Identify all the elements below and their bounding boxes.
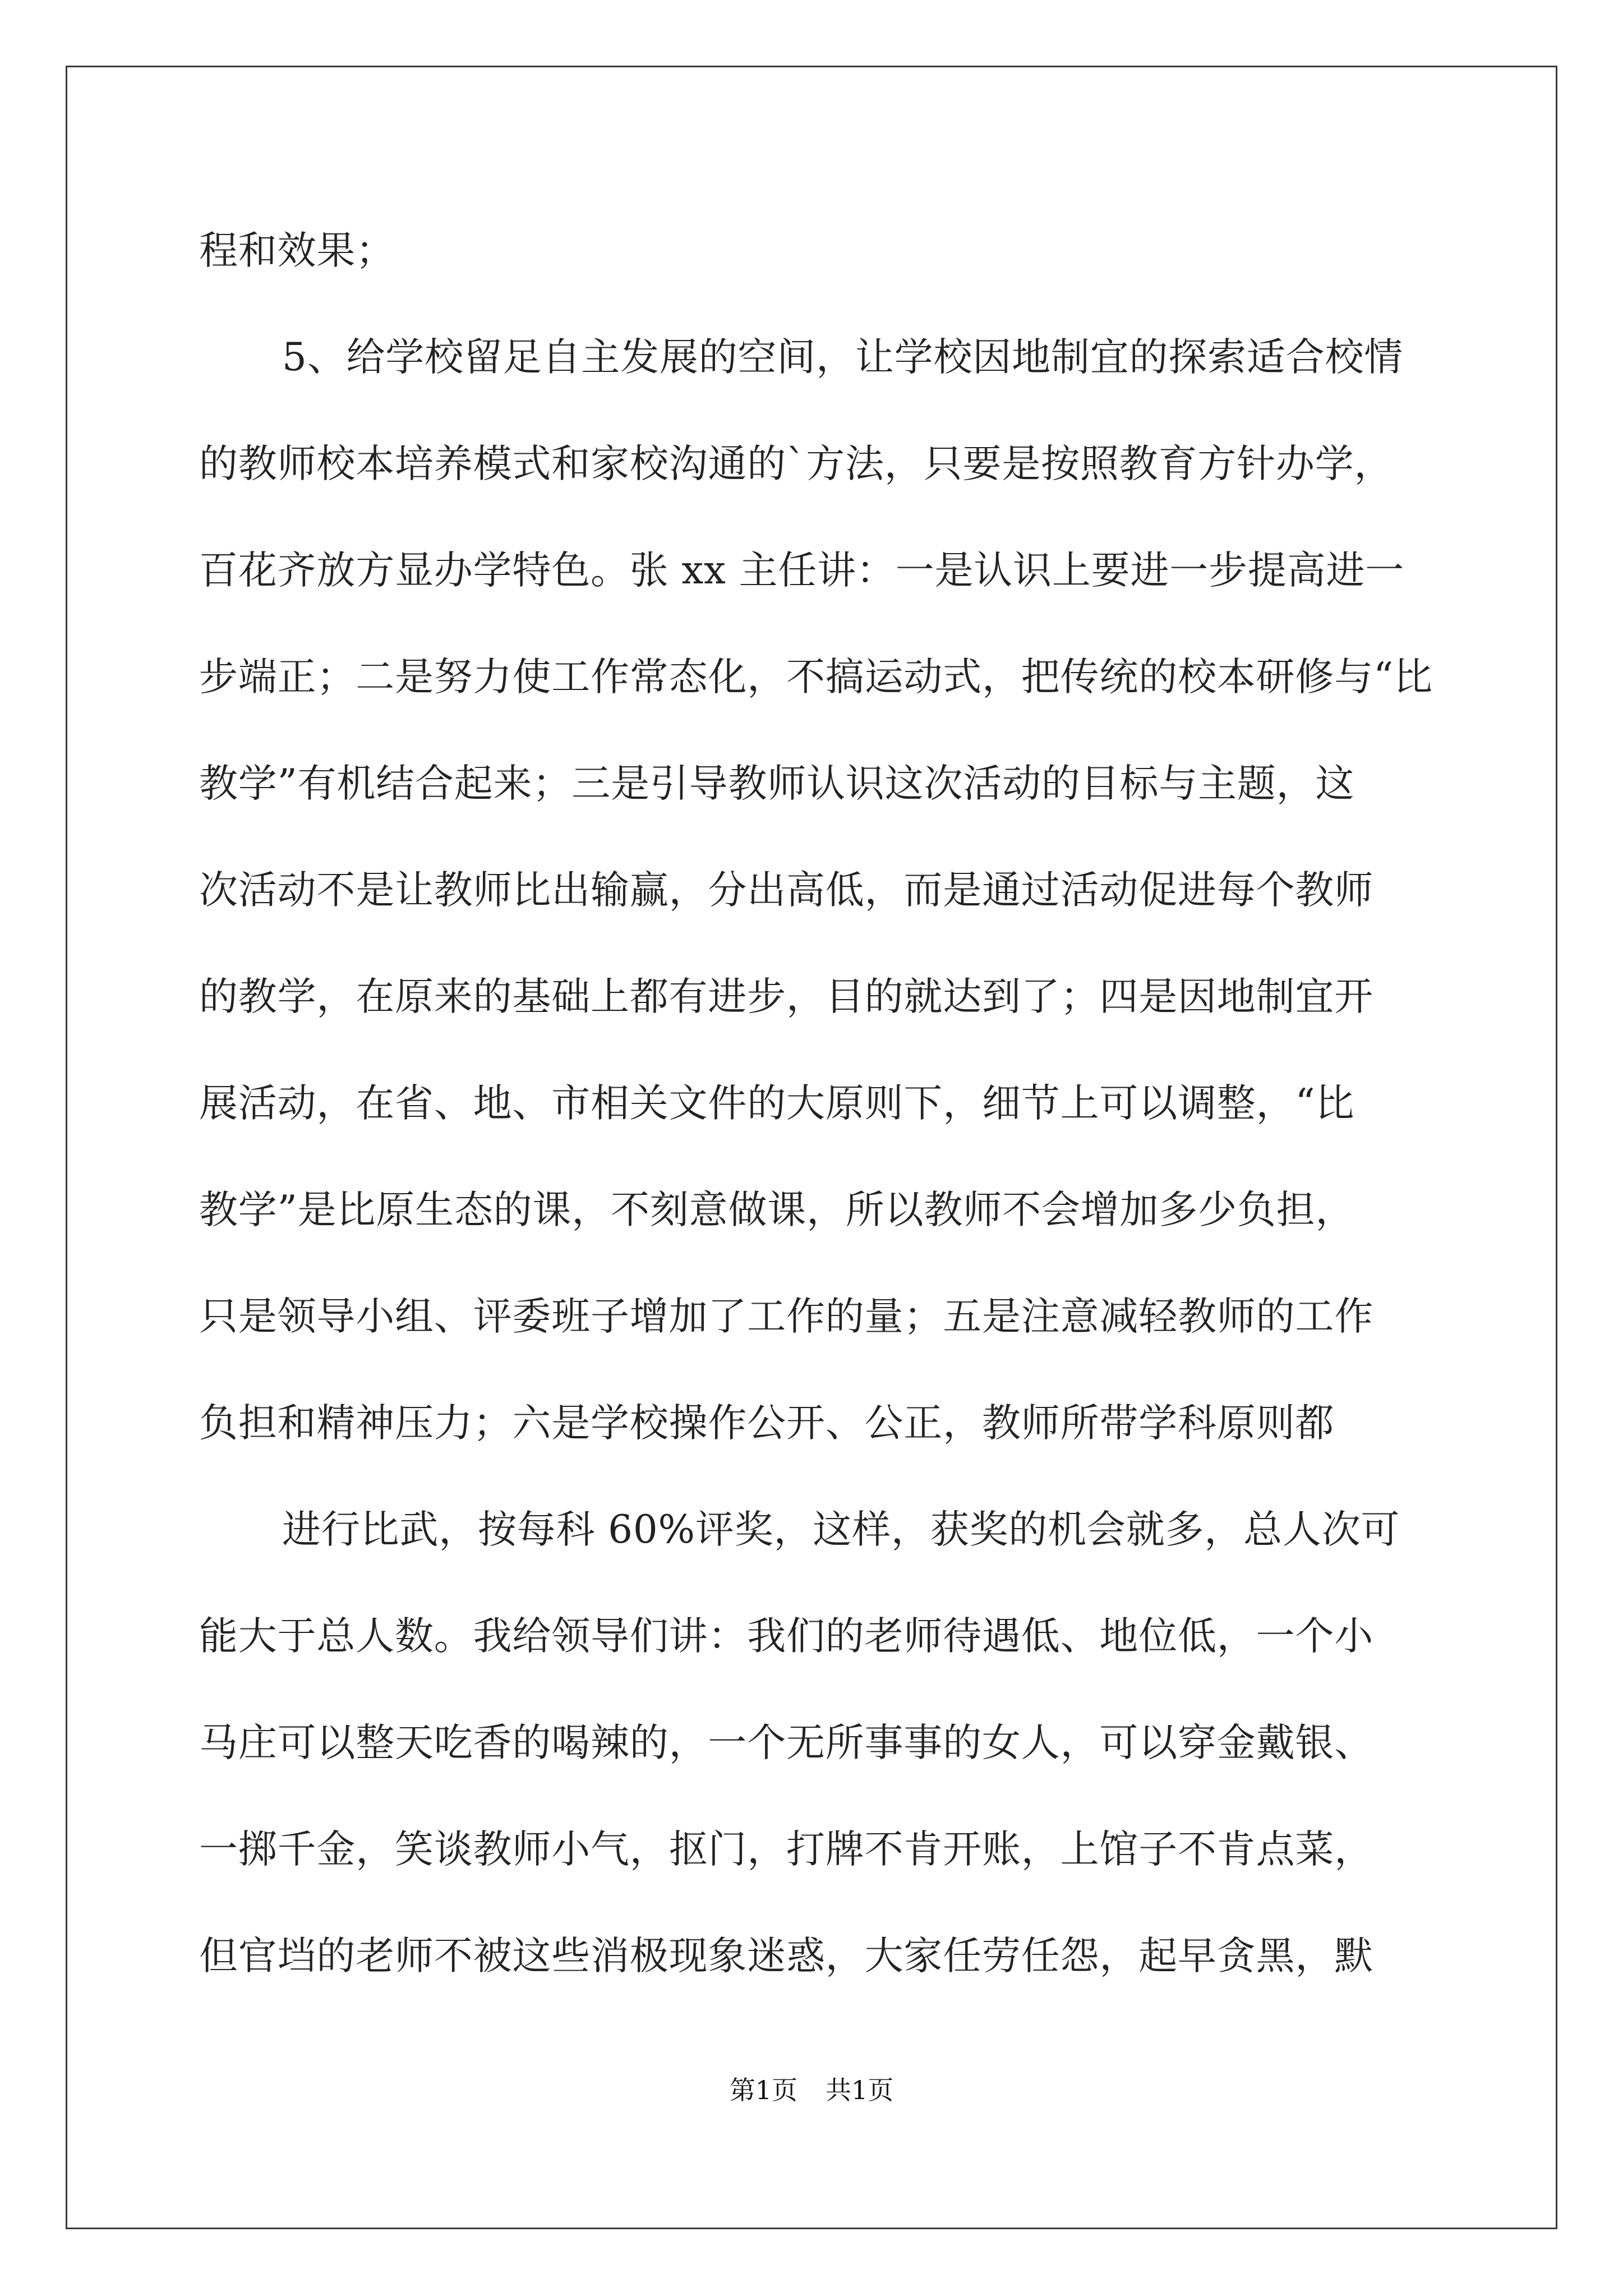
text-line: 负担和精神压力；六是学校操作公开、公正，教师所带学科原则都 bbox=[199, 1401, 1335, 1446]
text-line: 程和效果； bbox=[199, 228, 395, 273]
text-line: 展活动，在省、地、市相关文件的大原则下，细节上可以调整，“比 bbox=[199, 1081, 1355, 1126]
page-number: 第1页 bbox=[729, 2075, 797, 2105]
text-line: 进行比武，按每科 60%评奖，这样，获奖的机会就多，总人次可 bbox=[282, 1507, 1400, 1552]
page-footer bbox=[0, 2070, 1623, 2107]
text-line: 的教师校本培养模式和家校沟通的`方法，只要是按照教育方针办学， bbox=[199, 441, 1394, 486]
text-line: 马庄可以整天吃香的喝辣的，一个无所事事的女人，可以穿金戴银、 bbox=[199, 1720, 1373, 1765]
text-line: 步端正；二是努力使工作常态化，不搞运动式，把传统的校本研修与“比 bbox=[199, 655, 1433, 700]
page-total: 共1页 bbox=[826, 2075, 894, 2105]
text-line: 教学”是比原生态的课，不刻意做课，所以教师不会增加多少负担， bbox=[199, 1188, 1355, 1232]
text-line: 只是领导小组、评委班子增加了工作的量；五是注意减轻教师的工作 bbox=[199, 1294, 1373, 1339]
document-body bbox=[199, 197, 1433, 2009]
text-line: 百花齐放方显办学特色。张 xx 主任讲：一是认识上要进一步提高进一 bbox=[199, 548, 1405, 593]
text-line: 能大于总人数。我给领导们讲：我们的老师待遇低、地位低，一个小 bbox=[199, 1614, 1373, 1659]
text-line: 次活动不是让教师比出输赢，分出高低，而是通过活动促进每个教师 bbox=[199, 868, 1373, 913]
text-line: 的教学，在原来的基础上都有进步，目的就达到了；四是因地制宜开 bbox=[199, 974, 1373, 1019]
text-line: 但官垱的老师不被这些消极现象迷惑，大家任劳任怨，起早贪黑，默 bbox=[199, 1934, 1373, 1978]
text-line: 一掷千金，笑谈教师小气，抠门，打牌不肯开账，上馆子不肯点菜， bbox=[199, 1827, 1373, 1872]
text-line: 教学”有机结合起来；三是引导教师认识这次活动的目标与主题，这 bbox=[199, 761, 1355, 806]
text-line: 5、给学校留足自主发展的空间，让学校因地制宜的探索适合校情 bbox=[282, 335, 1404, 380]
